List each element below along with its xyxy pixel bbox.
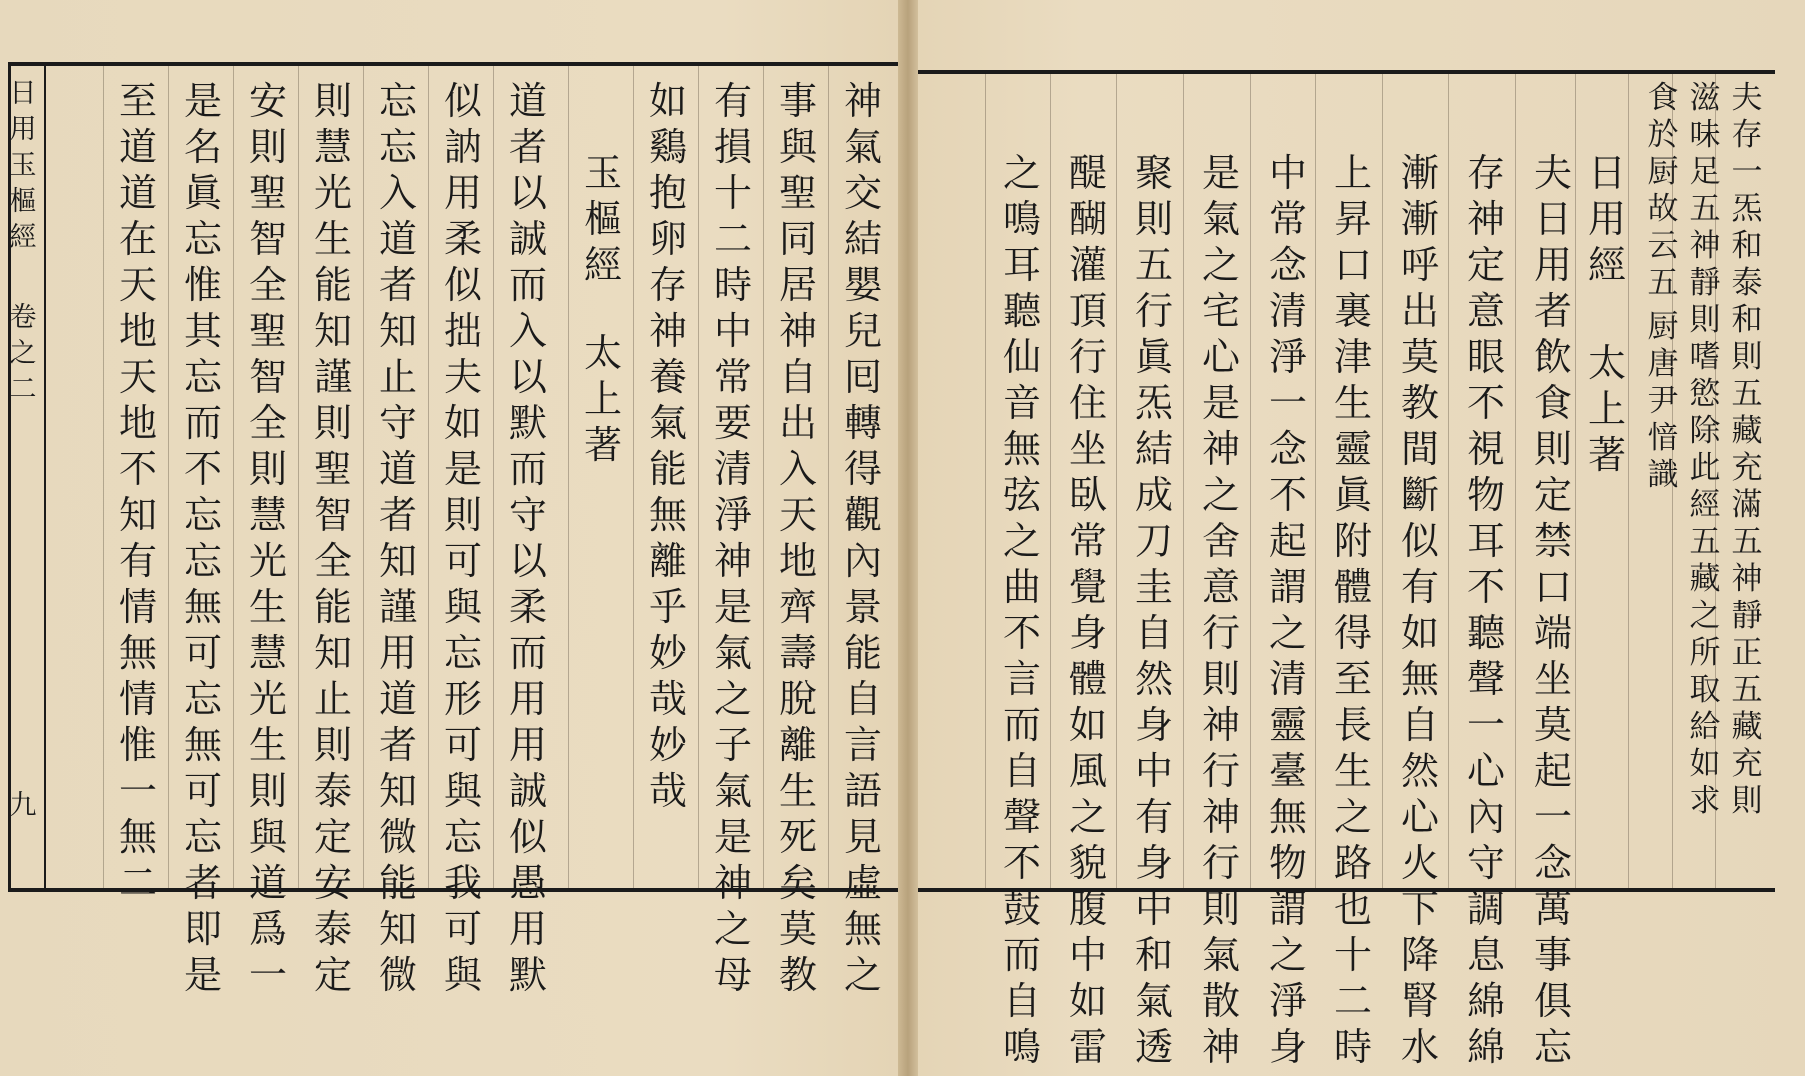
column-rule xyxy=(1183,74,1184,888)
chapter-author: 太 上 著 xyxy=(583,331,622,467)
text-column: 神 氣 交 結 嬰 兒 囘 轉 得 觀 內 景 能 自 言 語 見 虛 無 之 xyxy=(843,79,882,997)
column-rule xyxy=(1050,74,1051,888)
preface-line: 夫 存 一 炁 和 泰 和 則 五 藏 充 滿 五 神 靜 正 五 藏 充 則 xyxy=(1731,80,1763,819)
margin-volume: 卷 之 二 xyxy=(9,302,37,405)
text-column: 夫 日 用 者 飲 食 則 定 禁 口 端 坐 莫 起 一 念 萬 事 俱 忘 xyxy=(1533,151,1572,1069)
text-column: 似 訥 用 柔 似 拙 夫 如 是 則 可 與 忘 形 可 與 忘 我 可 與 xyxy=(443,79,482,997)
column-rule xyxy=(828,66,829,888)
chapter-author: 太 上 著 xyxy=(1587,341,1626,477)
column-rule xyxy=(1382,74,1383,888)
column-rule xyxy=(1448,74,1449,888)
text-column: 聚 則 五 行 眞 炁 結 成 刀 圭 自 然 身 中 有 身 中 和 氣 透 xyxy=(1134,151,1173,1069)
column-rule xyxy=(428,66,429,888)
text-column: 存 神 定 意 眼 不 視 物 耳 不 聽 聲 一 心 內 守 調 息 綿 綿 xyxy=(1466,151,1505,1069)
column-rule xyxy=(568,66,569,888)
column-rule xyxy=(233,66,234,888)
column-rule xyxy=(363,66,364,888)
text-column: 道 者 以 誠 而 入 以 默 而 守 以 柔 而 用 用 誠 似 愚 用 默 xyxy=(508,79,547,997)
top-border xyxy=(8,62,898,66)
column-rule xyxy=(298,66,299,888)
column-rule xyxy=(985,74,986,888)
chapter-title: 玉 樞 經 xyxy=(583,151,622,287)
text-column: 之 鳴 耳 聽 仙 音 無 弦 之 曲 不 言 而 自 聲 不 鼓 而 自 鳴 xyxy=(1002,151,1041,1069)
margin-title: 日 用 玉 樞 經 xyxy=(9,78,37,253)
column-rule xyxy=(168,66,169,888)
preface-line: 厨 唐 尹 愔 識 xyxy=(1647,309,1679,493)
column-rule xyxy=(1672,74,1673,888)
column-rule xyxy=(493,66,494,888)
text-column: 安 則 聖 智 全 聖 智 全 則 慧 光 生 慧 光 生 則 與 道 爲 一 xyxy=(248,79,287,997)
text-column: 醍 醐 灌 頂 行 住 坐 臥 常 覺 身 體 如 風 之 貌 腹 中 如 雷 xyxy=(1068,151,1107,1069)
column-rule xyxy=(1315,74,1316,888)
text-column: 則 慧 光 生 能 知 謹 則 聖 智 全 能 知 止 則 泰 定 安 泰 定 xyxy=(313,79,352,997)
margin-page-number: 九 xyxy=(9,790,37,821)
column-rule xyxy=(1628,74,1629,888)
column-rule xyxy=(1715,74,1716,888)
text-column: 至 道 道 在 天 地 天 地 不 知 有 情 無 情 惟 一 無 二 xyxy=(118,79,157,905)
text-column: 中 常 念 清 淨 一 念 不 起 謂 之 清 靈 臺 無 物 謂 之 淨 身 xyxy=(1268,151,1307,1069)
column-rule xyxy=(633,66,634,888)
margin-column-border xyxy=(44,62,46,892)
column-rule xyxy=(1575,74,1576,888)
right-page xyxy=(915,0,1805,1076)
top-border xyxy=(915,70,1775,74)
column-rule xyxy=(763,66,764,888)
text-column: 如 鷄 抱 卵 存 神 養 氣 能 無 離 乎 妙 哉 妙 哉 xyxy=(648,79,687,813)
text-column: 事 與 聖 同 居 神 自 出 入 天 地 齊 壽 脫 離 生 死 矣 莫 教 xyxy=(778,79,817,997)
column-rule xyxy=(1250,74,1251,888)
text-column: 是 名 眞 忘 惟 其 忘 而 不 忘 忘 無 可 忘 無 可 忘 者 即 是 xyxy=(183,79,222,997)
chapter-title: 日 用 經 xyxy=(1587,151,1626,287)
column-rule xyxy=(1515,74,1516,888)
preface-line: 滋 味 足 五 神 靜 則 嗜 慾 除 此 經 五 藏 之 所 取 給 如 求 xyxy=(1689,80,1721,819)
column-rule xyxy=(698,66,699,888)
preface-line: 食 於 厨 故 云 五 xyxy=(1647,80,1679,301)
column-rule xyxy=(1116,74,1117,888)
text-column: 有 損 十 二 時 中 常 要 清 淨 神 是 氣 之 子 氣 是 神 之 母 xyxy=(713,79,752,997)
text-column: 是 氣 之 宅 心 是 神 之 舍 意 行 則 神 行 神 行 則 氣 散 神 xyxy=(1201,151,1240,1069)
text-column: 忘 忘 入 道 者 知 止 守 道 者 知 謹 用 道 者 知 微 能 知 微 xyxy=(378,79,417,997)
text-column: 上 昇 口 裏 津 生 靈 眞 附 體 得 至 長 生 之 路 也 十 二 時 xyxy=(1333,151,1372,1069)
text-column: 漸 漸 呼 出 莫 教 間 斷 似 有 如 無 自 然 心 火 下 降 腎 水 xyxy=(1400,151,1439,1069)
column-rule xyxy=(103,66,104,888)
